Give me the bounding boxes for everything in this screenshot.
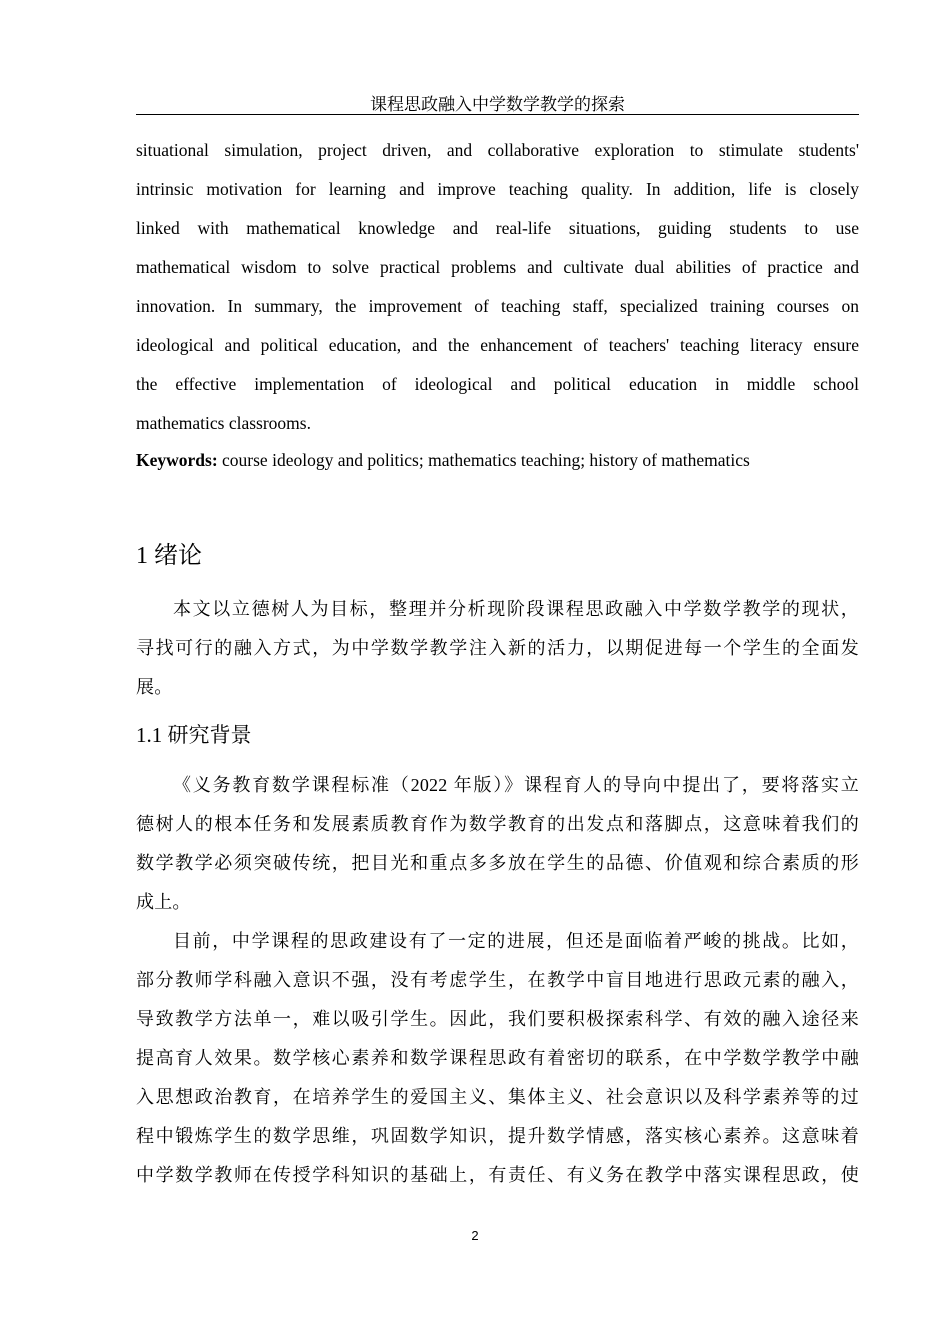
text-line: 寻找可行的融入方式，为中学数学教学注入新的活力，以期促进每一个学生的全面发: [136, 638, 859, 658]
text-line: innovation. In summary, the improvement of teaching staff, specialized training courses on: [136, 296, 859, 316]
running-header: 课程思政融入中学数学教学的探索: [370, 95, 625, 114]
text-line: situational simulation, project driven, and collaborative exploration to stimulate students': [136, 140, 859, 160]
section-heading-1-1: 1.1 研究背景: [136, 723, 252, 747]
text-line: 提高育人效果。数学核心素养和数学课程思政有着密切的联系，在中学数学教学中融: [136, 1048, 859, 1068]
text-line: 数学教学必须突破传统，把目光和重点多多放在学生的品德、价值观和综合素质的形: [136, 853, 859, 873]
text-line: 目前，中学课程的思政建设有了一定的进展，但还是面临着严峻的挑战。比如，: [173, 931, 859, 951]
text-line: 入思想政治教育，在培养学生的爱国主义、集体主义、社会意识以及科学素养等的过: [136, 1087, 859, 1107]
text-line: 展。: [136, 677, 173, 697]
keywords-text: course ideology and politics; mathematics teaching; history of mathematics: [217, 450, 750, 470]
keywords-label: Keywords:: [136, 450, 218, 470]
header-divider: [136, 114, 859, 115]
text-line: mathematics classrooms.: [136, 413, 311, 433]
background-paragraph-2: [136, 922, 859, 1195]
text-line: 《义务教育数学课程标准（2022 年版）》课程育人的导向中提出了，要将落实立: [173, 775, 859, 795]
text-line: 部分教师学科融入意识不强，没有考虑学生，在教学中盲目地进行思政元素的融入，: [136, 970, 859, 990]
keywords-line: [136, 448, 859, 472]
text-line: intrinsic motivation for learning and improve teaching quality. In addition, life is closely: [136, 179, 859, 199]
intro-paragraph: [136, 590, 859, 707]
text-line: the effective implementation of ideological and political education in middle school: [136, 374, 859, 394]
abstract-continuation: [136, 131, 859, 443]
section-heading-1: 1 绪论: [136, 543, 202, 569]
text-line: 德树人的根本任务和发展素质教育作为数学教育的出发点和落脚点，这意味着我们的: [136, 814, 859, 834]
text-line: 中学数学教师在传授学科知识的基础上，有责任、有义务在教学中落实课程思政，使: [136, 1165, 859, 1185]
text-line: linked with mathematical knowledge and real-life situations, guiding students to use: [136, 218, 859, 238]
text-line: 成上。: [136, 892, 191, 912]
text-line: mathematical wisdom to solve practical problems and cultivate dual abilities of practice and: [136, 257, 859, 277]
background-paragraph-1: [136, 766, 859, 922]
text-line: ideological and political education, and the enhancement of teachers' teaching literacy ensure: [136, 335, 859, 355]
page-number: 2: [471, 1228, 479, 1243]
text-line: 程中锻炼学生的数学思维，巩固数学知识，提升数学情感，落实核心素养。这意味着: [136, 1126, 859, 1146]
text-line: 导致教学方法单一，难以吸引学生。因此，我们要积极探索科学、有效的融入途径来: [136, 1009, 859, 1029]
text-line: 本文以立德树人为目标，整理并分析现阶段课程思政融入中学数学教学的现状，: [173, 599, 859, 619]
